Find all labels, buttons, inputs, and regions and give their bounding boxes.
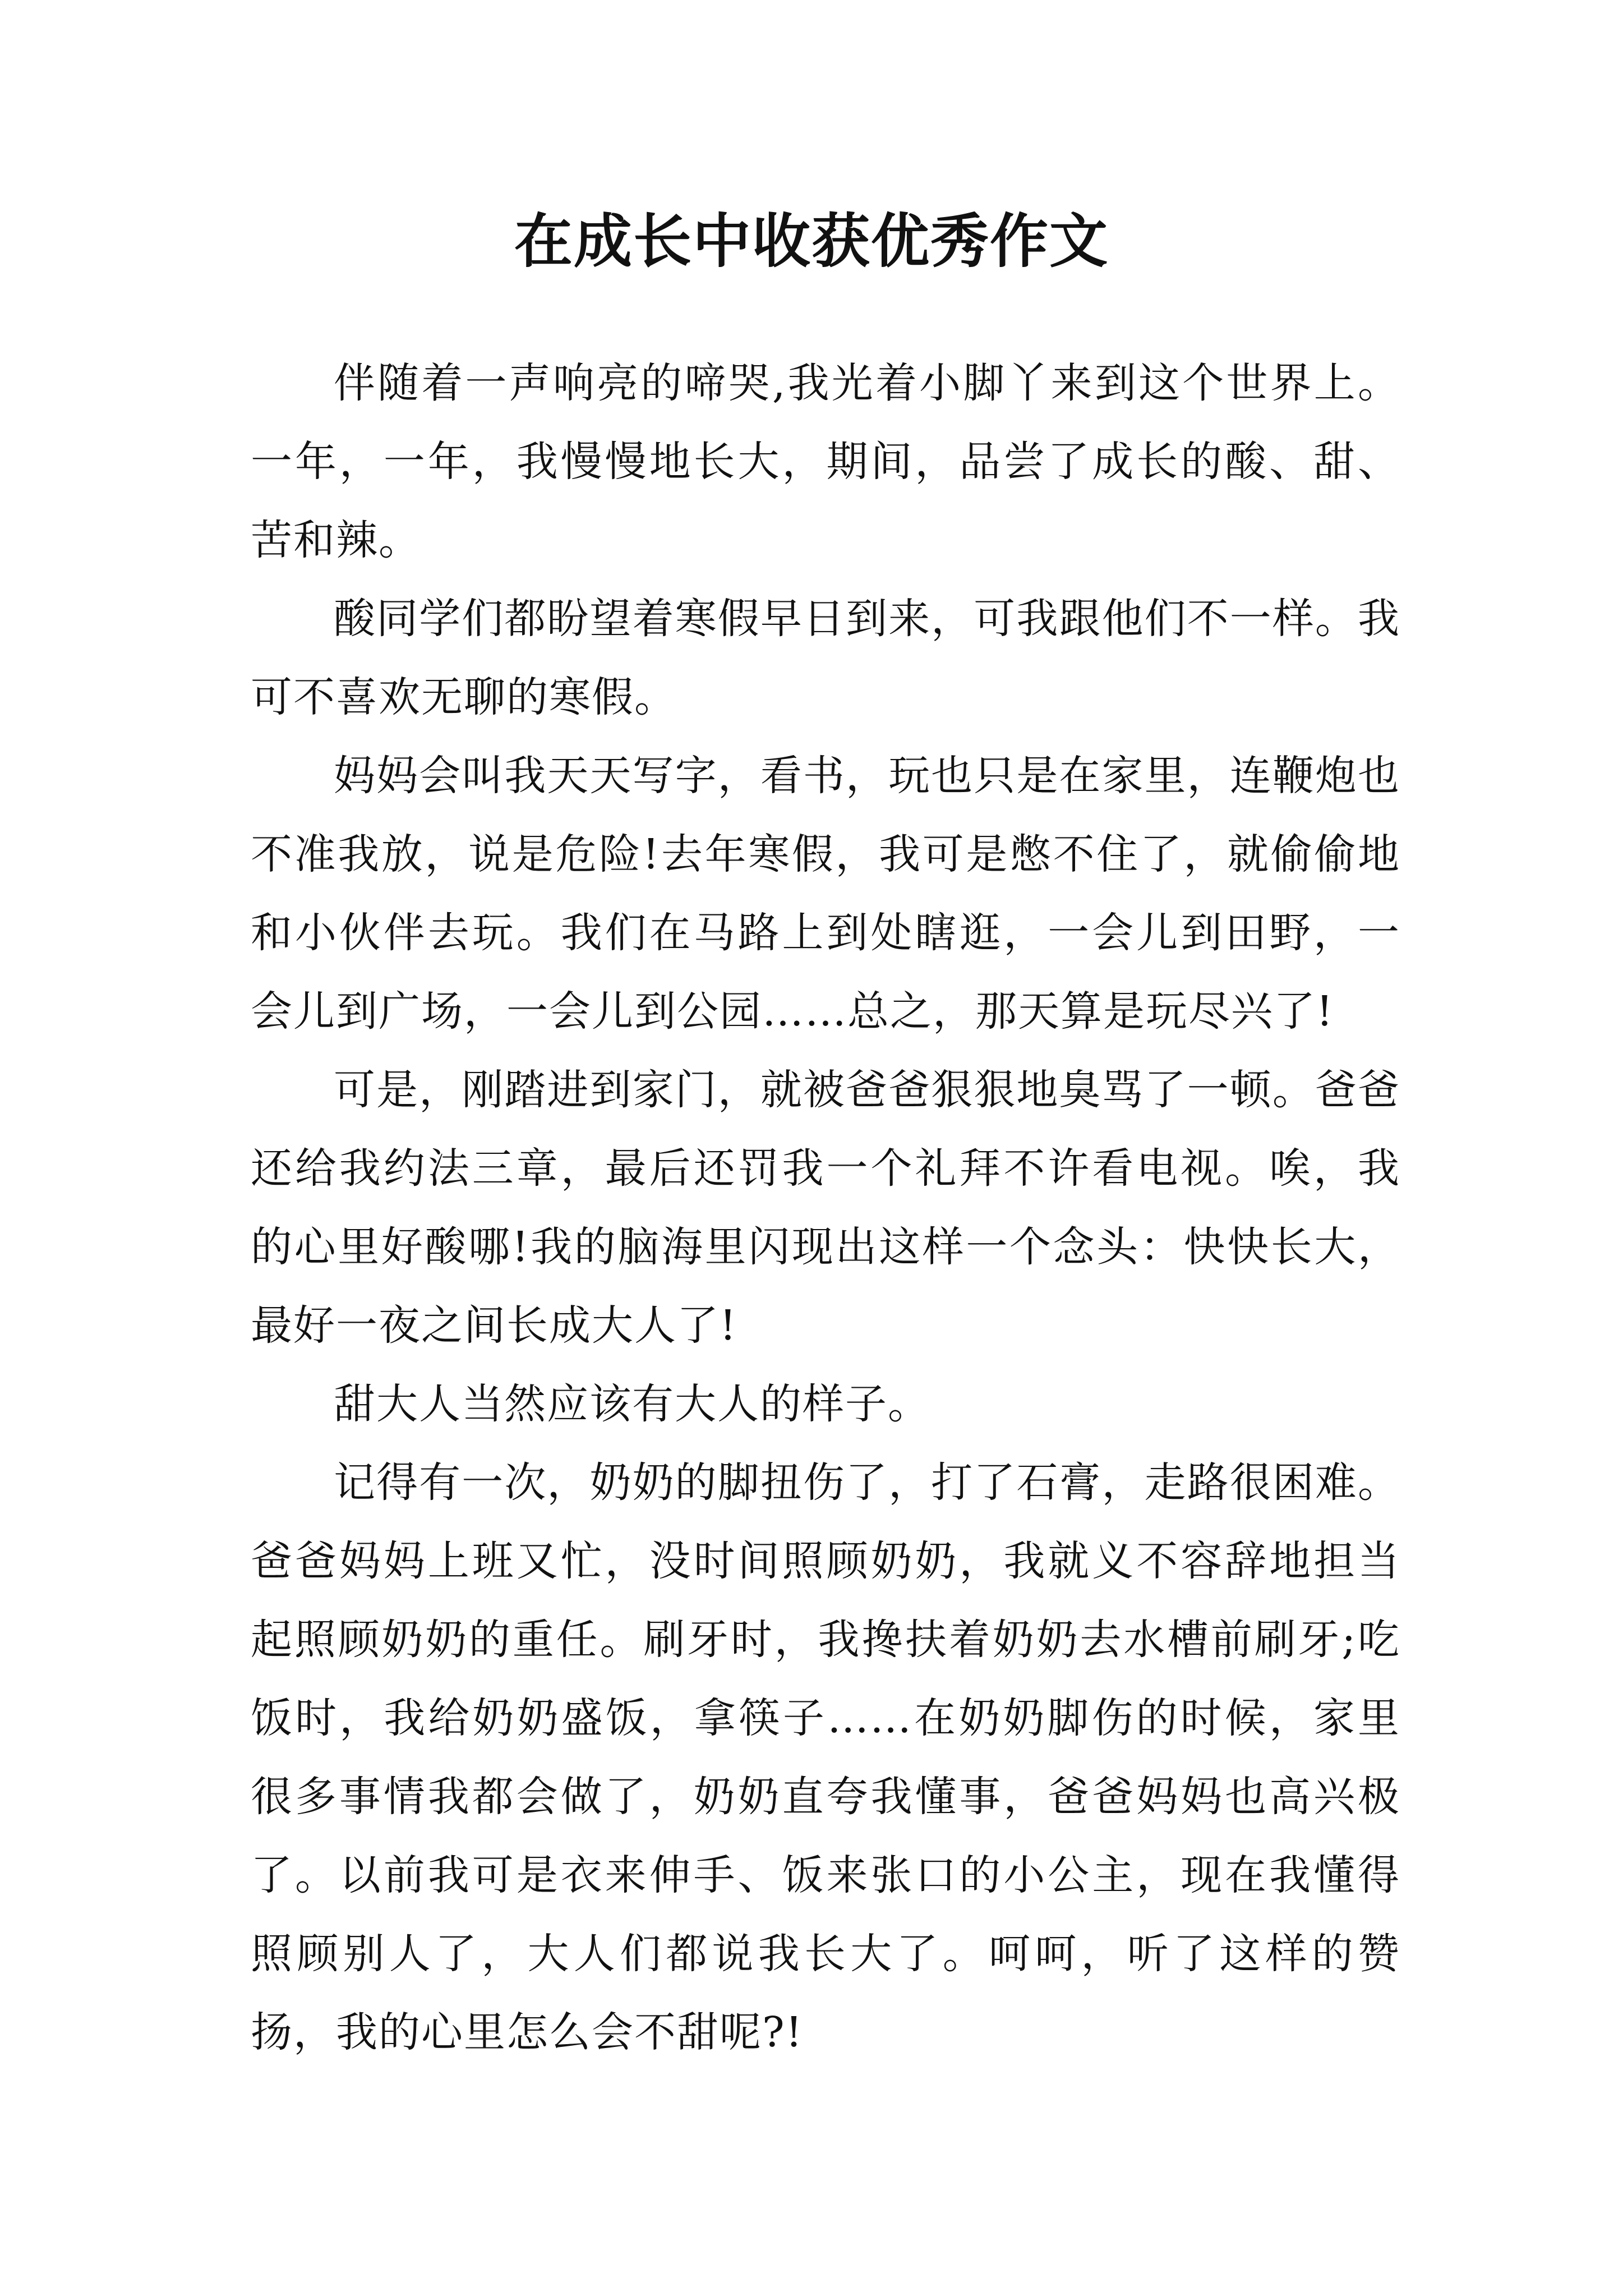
paragraph: 妈妈会叫我天天写字，看书，玩也只是在家里，连鞭炮也不准我放，说是危险!去年寒假，我可是憋不住了，就偷偷地和小伙伴去玩。我们在马路上到处瞎逛，一会儿到田野，一会儿到广场，一会儿到公园……总之，那天算是玩尽兴了! — [251, 752, 1400, 1036]
paragraph: 甜大人当然应该有大人的样子。 — [334, 1380, 930, 1428]
paragraph: 酸同学们都盼望着寒假早日到来，可我跟他们不一样。我可不喜欢无聊的寒假。 — [251, 595, 1400, 721]
paragraph: 伴随着一声响亮的啼哭,我光着小脚丫来到这个世界上。一年，一年，我慢慢地长大，期间，品尝了成长的酸、甜、苦和辣。 — [251, 359, 1400, 564]
paragraph: 可是，刚踏进到家门，就被爸爸狠狠地臭骂了一顿。爸爸还给我约法三章，最后还罚我一个礼拜不许看电视。唉，我的心里好酸哪!我的脑海里闪现出这样一个念头：快快长大，最好一夜之间长成大人了! — [251, 1066, 1400, 1350]
document-title: 在成长中收获优秀作文 — [514, 206, 1109, 275]
paragraph: 记得有一次，奶奶的脚扭伤了，打了石膏，走路很困难。爸爸妈妈上班又忙，没时间照顾奶奶，我就义不容辞地担当起照顾奶奶的重任。刷牙时，我搀扶着奶奶去水槽前刷牙;吃饭时，我给奶奶盛饭，拿筷子……在奶奶脚伤的时候，家里很多事情我都会做了，奶奶直夸我懂事，爸爸妈妈也高兴极了。以前我可是衣来伸手、饭来张口的小公主，现在我懂得照顾别人了，大人们都说我长大了。呵呵，听了这样的赞扬，我的心里怎么会不甜呢?! — [251, 1458, 1400, 2056]
document-body — [251, 344, 1400, 2072]
